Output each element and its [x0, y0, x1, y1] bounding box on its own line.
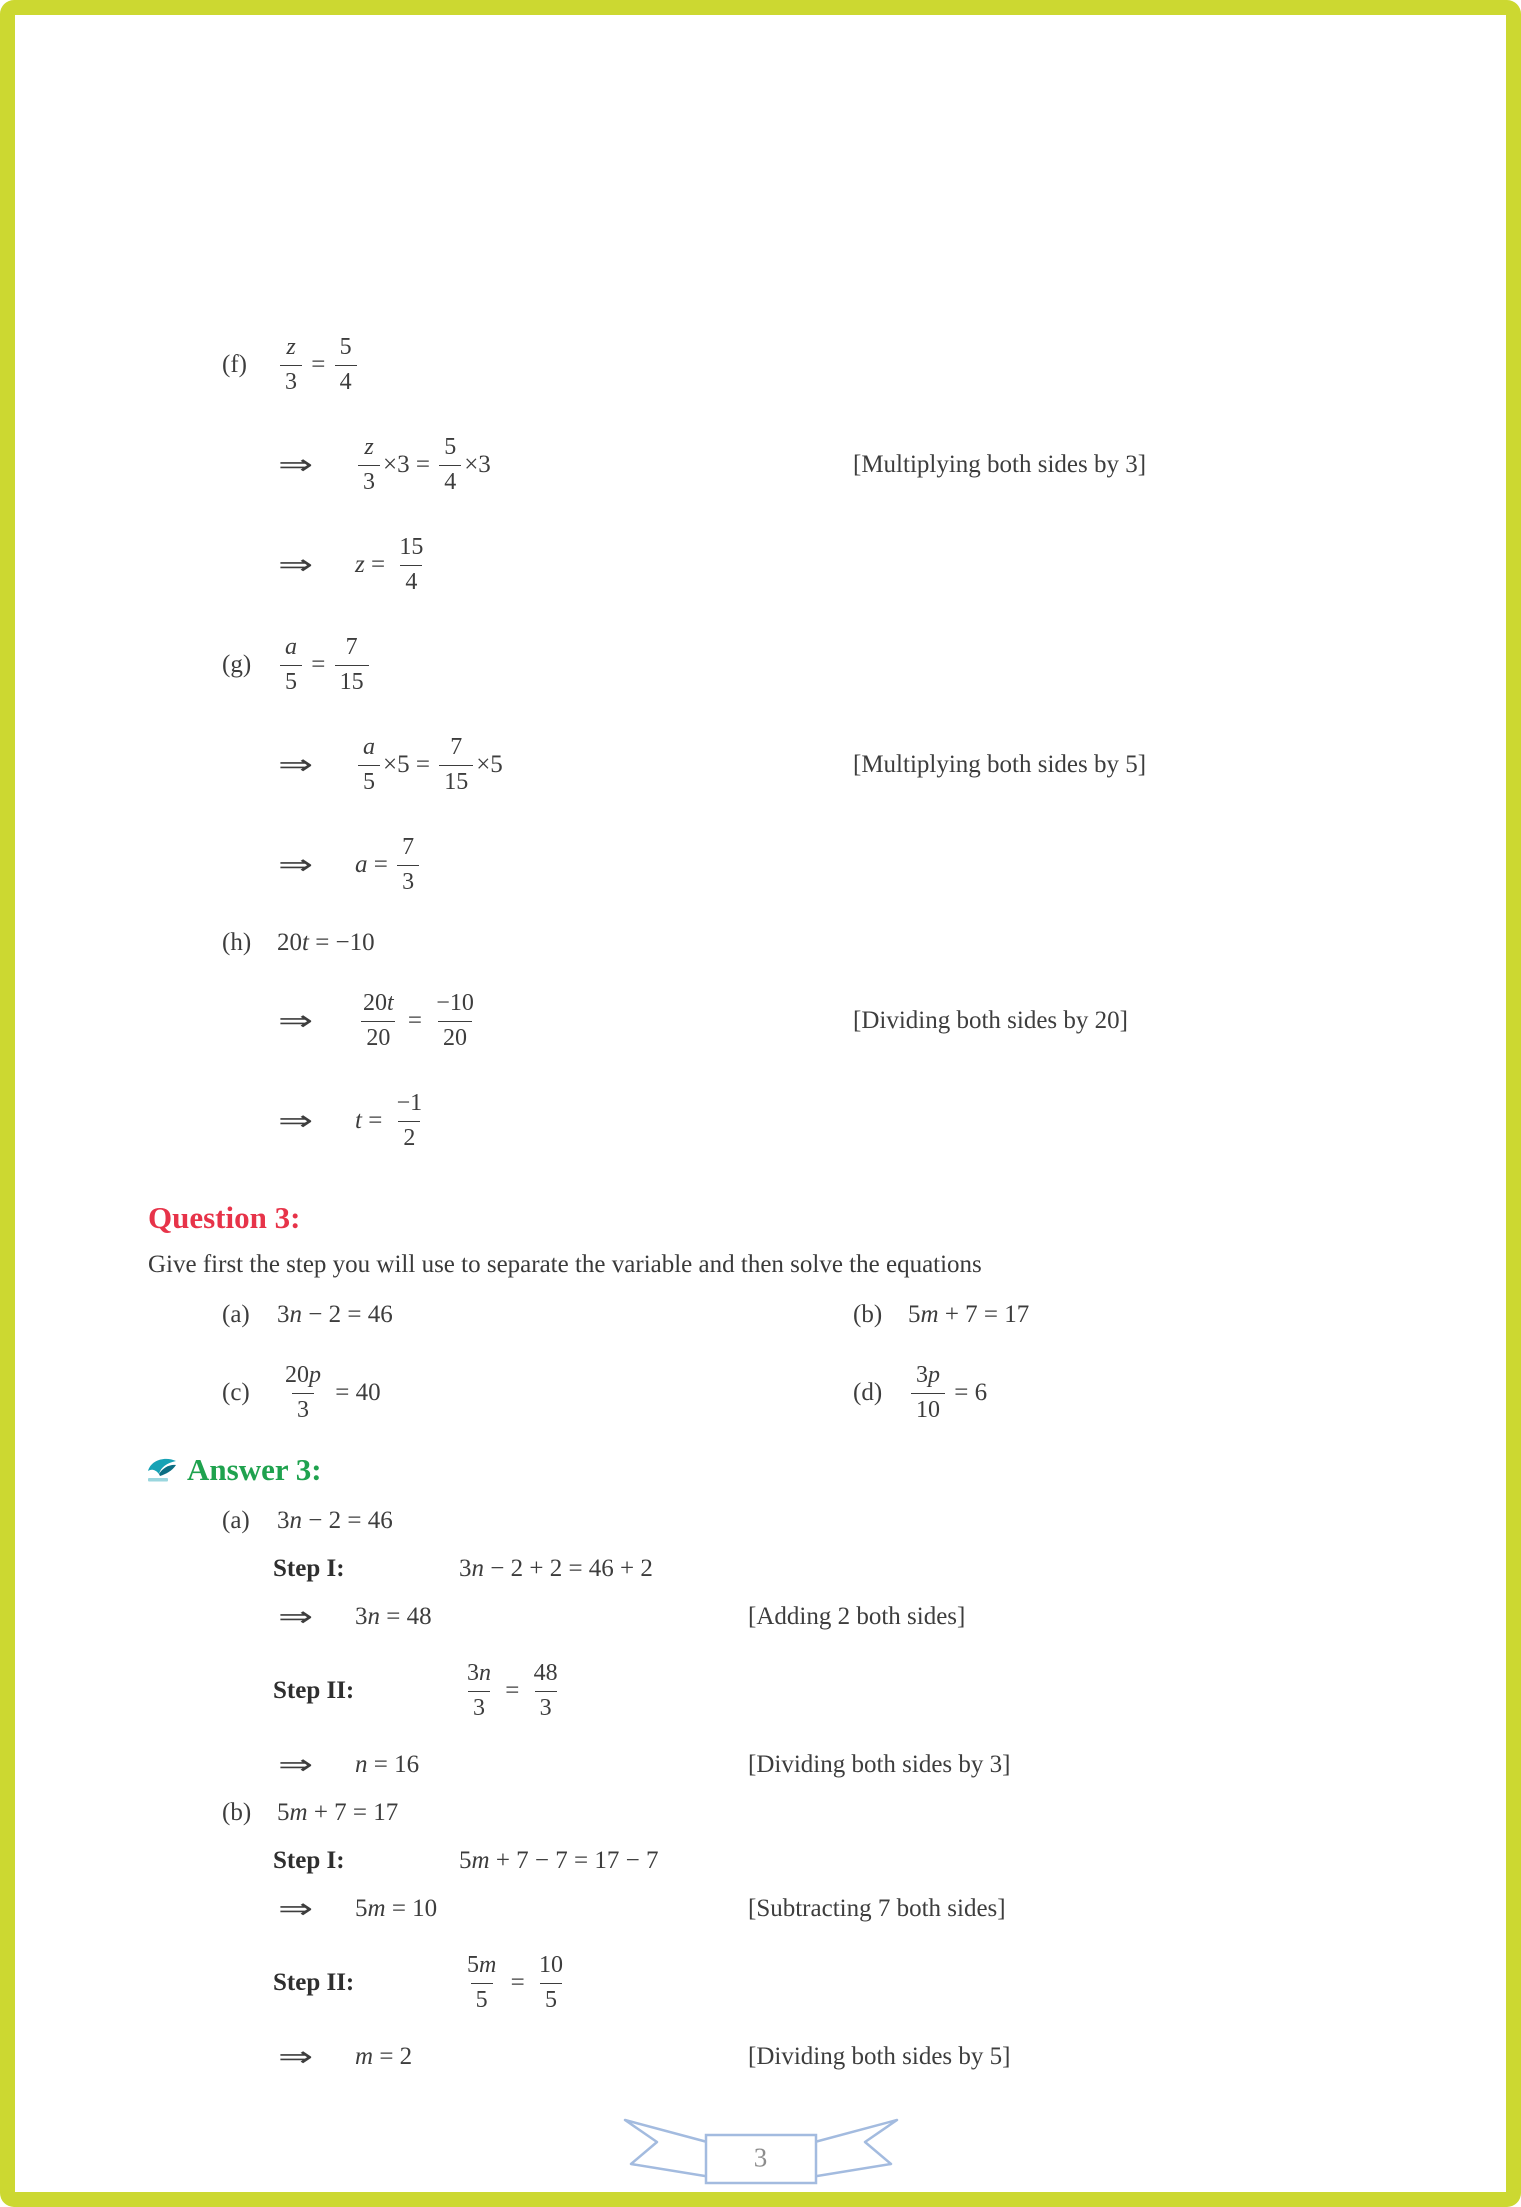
math-fraction: [358, 990, 399, 1051]
equation-line: [15, 1071, 1506, 1171]
question-items-row: [15, 1343, 1506, 1443]
math-text: − 2 + 2 = 46 + 2: [484, 1555, 653, 1582]
justification-note: [Multiplying both sides by 5]: [853, 751, 1147, 778]
math-variable: a: [355, 851, 368, 878]
implies-arrow-glyph: ⇒: [278, 1750, 314, 1781]
math-expression: [908, 1362, 987, 1423]
math-variable: m: [289, 1799, 308, 1826]
step-line: [15, 1641, 1506, 1741]
math-text: =: [364, 551, 392, 578]
math-text: = 10: [385, 1895, 438, 1922]
math-variable: t: [302, 929, 309, 956]
math-text: 4: [339, 368, 352, 395]
justification-note: [Adding 2 both sides]: [748, 1603, 966, 1630]
math-text: −10: [436, 990, 474, 1017]
math-variable: n: [367, 1603, 380, 1630]
math-fraction: [335, 634, 369, 695]
math-text: 15: [399, 534, 424, 561]
math-fraction: [280, 334, 302, 395]
math-fraction: [439, 734, 473, 795]
equation-line: [15, 315, 1506, 415]
math-expression: [355, 734, 503, 795]
math-variable: p: [309, 1362, 321, 1389]
math-expression: [355, 834, 422, 895]
math-text: 5: [363, 768, 375, 795]
math-text: 20: [285, 1362, 309, 1389]
fraction-numerator: [358, 734, 380, 764]
fraction-denominator: [468, 1691, 490, 1722]
page-number-ribbon: [611, 2115, 911, 2195]
math-text: 3: [916, 1362, 928, 1389]
math-expression: [355, 2043, 412, 2071]
math-expression: [277, 334, 360, 395]
fraction-denominator: [361, 1021, 395, 1052]
math-text: 3: [297, 1396, 309, 1423]
math-text: −1: [396, 1090, 423, 1117]
math-expression: [277, 929, 375, 957]
math-text: 7: [402, 834, 415, 861]
math-text: 7: [450, 734, 463, 761]
math-expression: [277, 1362, 381, 1423]
math-text: + 7 = 17: [938, 1301, 1030, 1328]
equation-line: [15, 515, 1506, 615]
fraction-numerator: [341, 634, 363, 664]
part-label: (b): [222, 1799, 252, 1826]
math-text: 3: [363, 468, 375, 495]
math-expression: [355, 534, 431, 595]
part-label: (f): [222, 351, 247, 378]
fraction-denominator: [398, 1121, 420, 1152]
math-text: 10: [538, 1952, 563, 1979]
fraction-denominator: [911, 1393, 945, 1424]
justification-note: [Dividing both sides by 20]: [853, 1007, 1128, 1034]
math-variable: z: [364, 434, 374, 461]
part-label: (a): [222, 1301, 250, 1328]
math-variable: m: [479, 1952, 497, 1979]
math-text: 5: [277, 1799, 290, 1826]
brand-logo-icon: [145, 1455, 179, 1485]
math-text: = 2: [373, 2043, 413, 2070]
math-text: 5: [339, 334, 352, 361]
math-fraction: [431, 990, 479, 1051]
fraction-numerator: [358, 990, 399, 1020]
implies-arrow: [278, 1004, 355, 1038]
math-text: + 7 − 7 = 17 − 7: [489, 1847, 659, 1874]
math-text: =: [305, 651, 332, 678]
math-text: 5: [459, 1847, 472, 1874]
math-variable: a: [285, 634, 297, 661]
fraction-numerator: [911, 1362, 945, 1392]
math-text: 3: [539, 1694, 552, 1721]
implies-arrow-glyph: ⇒: [278, 450, 314, 481]
fraction-denominator: [540, 1983, 562, 2014]
fraction-denominator: [471, 1983, 493, 2014]
math-expression: [459, 1660, 566, 1721]
math-text: 15: [339, 668, 364, 695]
math-text: 3: [402, 868, 415, 895]
part-label: (c): [222, 1379, 250, 1406]
equation-line: [15, 415, 1506, 515]
math-expression: [277, 634, 372, 695]
math-text: = −10: [308, 929, 375, 956]
equation-line: [15, 615, 1506, 715]
math-text: 20: [363, 990, 387, 1017]
equation-line: [15, 1593, 1506, 1641]
math-text: ×3 =: [383, 451, 437, 478]
math-expression: [459, 1847, 658, 1875]
math-variable: a: [363, 734, 375, 761]
fraction-numerator: [529, 1660, 563, 1690]
fraction-numerator: [280, 1362, 326, 1392]
math-fraction: [911, 1362, 945, 1423]
section-spacer: [15, 1171, 1506, 1193]
math-expression: [277, 1301, 393, 1329]
math-text: 20: [443, 1024, 468, 1051]
math-text: 5: [444, 434, 457, 461]
math-expression: [277, 1799, 398, 1827]
step-line: [15, 1933, 1506, 2033]
fraction-denominator: [535, 1691, 557, 1722]
part-label: (g): [222, 651, 252, 678]
math-text: 10: [916, 1396, 940, 1423]
implies-arrow: [278, 1600, 355, 1634]
math-fraction: [462, 1660, 496, 1721]
implies-arrow: [278, 848, 355, 882]
math-expression: [908, 1301, 1029, 1329]
math-fraction: [394, 534, 428, 595]
part-label: (a): [222, 1507, 250, 1534]
math-text: =: [361, 1107, 389, 1134]
math-variable: m: [355, 2043, 374, 2070]
implies-arrow: [278, 1748, 355, 1782]
math-variable: m: [920, 1301, 939, 1328]
math-text: 3: [277, 1507, 290, 1534]
math-text: 15: [444, 768, 469, 795]
math-text: − 2 = 46: [302, 1507, 393, 1534]
implies-arrow-glyph: ⇒: [278, 2042, 314, 2073]
question-items-row: [15, 1287, 1506, 1343]
math-text: ×5: [476, 751, 503, 778]
math-variable: m: [367, 1895, 386, 1922]
math-text: = 48: [380, 1603, 432, 1630]
page-content: [15, 15, 1506, 2195]
fraction-numerator: [445, 734, 467, 764]
math-variable: m: [471, 1847, 490, 1874]
math-text: 3: [473, 1694, 485, 1721]
part-label: (d): [853, 1379, 883, 1406]
math-variable: p: [928, 1362, 940, 1389]
equation-line: [15, 1789, 1506, 1837]
implies-arrow-glyph: ⇒: [278, 1894, 314, 1925]
equation-line: [15, 915, 1506, 971]
math-text: 5: [908, 1301, 921, 1328]
fraction-numerator: [335, 334, 357, 364]
math-variable: n: [471, 1555, 484, 1582]
fraction-numerator: [392, 1090, 428, 1120]
fraction-denominator: [335, 365, 357, 396]
implies-arrow: [278, 448, 355, 482]
fraction-denominator: [438, 1021, 472, 1052]
math-text: + 7 = 17: [307, 1799, 399, 1826]
math-text: = 16: [367, 1751, 420, 1778]
step-label: Step I:: [273, 1847, 345, 1874]
fraction-denominator: [439, 765, 473, 796]
math-text: 3: [355, 1603, 368, 1630]
math-variable: t: [355, 1107, 362, 1134]
math-text: 4: [444, 468, 457, 495]
implies-arrow-glyph: ⇒: [278, 1602, 314, 1633]
implies-arrow-glyph: ⇒: [278, 550, 314, 581]
math-fraction: [397, 834, 419, 895]
page-number: 3: [753, 2142, 768, 2173]
math-text: 3: [467, 1660, 479, 1687]
math-text: ×5 =: [383, 751, 437, 778]
math-text: 3: [459, 1555, 472, 1582]
math-variable: n: [355, 1751, 368, 1778]
math-fraction: [392, 1090, 428, 1151]
question-heading: Question 3:: [148, 1200, 301, 1235]
question-item-second-column: [853, 1362, 987, 1423]
equation-line: [15, 1741, 1506, 1789]
part-label: (h): [222, 929, 252, 956]
fraction-denominator: [400, 565, 422, 596]
implies-arrow-glyph: ⇒: [278, 1006, 314, 1037]
math-variable: n: [289, 1301, 302, 1328]
fraction-denominator: [358, 465, 380, 496]
implies-arrow: [278, 748, 355, 782]
question-item-second-column: [853, 1301, 1029, 1329]
step-label: Step II:: [273, 1677, 355, 1704]
math-expression: [355, 434, 491, 495]
math-text: 5: [285, 668, 297, 695]
math-text: 5: [467, 1952, 479, 1979]
answer-heading: Answer 3:: [187, 1452, 322, 1487]
equation-line: [15, 715, 1506, 815]
fraction-numerator: [439, 434, 461, 464]
fraction-denominator: [358, 765, 380, 796]
math-text: =: [367, 851, 395, 878]
fraction-denominator: [280, 665, 302, 696]
math-text: − 2 = 46: [302, 1301, 393, 1328]
math-fraction: [462, 1952, 501, 2013]
math-fraction: [358, 434, 380, 495]
implies-arrow: [278, 1892, 355, 1926]
fraction-numerator: [394, 534, 428, 564]
part-label: (b): [853, 1301, 883, 1328]
step-label: Step II:: [273, 1969, 355, 1996]
math-text: 20: [277, 929, 302, 956]
implies-arrow: [278, 548, 355, 582]
fraction-numerator: [397, 834, 419, 864]
implies-arrow-glyph: ⇒: [278, 850, 314, 881]
implies-arrow: [278, 2040, 355, 2074]
math-expression: [459, 1555, 653, 1583]
math-variable: t: [387, 990, 394, 1017]
equation-line: [15, 815, 1506, 915]
fraction-denominator: [397, 865, 419, 896]
math-expression: [277, 1507, 393, 1535]
answer-heading-row: [145, 1443, 1506, 1497]
step-line: [15, 1837, 1506, 1885]
implies-arrow: [278, 1104, 355, 1138]
math-fraction: [280, 634, 302, 695]
math-variable: n: [479, 1660, 491, 1687]
fraction-numerator: [281, 334, 300, 364]
equation-line: [15, 971, 1506, 1071]
fraction-denominator: [292, 1393, 314, 1424]
fraction-denominator: [335, 665, 369, 696]
fraction-numerator: [462, 1952, 501, 1982]
equation-line: [15, 2033, 1506, 2081]
math-text: 7: [345, 634, 358, 661]
math-text: 2: [403, 1124, 416, 1151]
fraction-numerator: [534, 1952, 568, 1982]
step-label: Step I:: [273, 1555, 345, 1582]
math-expression: [355, 1090, 430, 1151]
math-expression: [355, 1751, 419, 1779]
math-expression: [459, 1952, 571, 2013]
fraction-numerator: [359, 434, 378, 464]
math-fraction: [439, 434, 461, 495]
equation-line: [15, 1497, 1506, 1545]
math-text: 20: [366, 1024, 391, 1051]
justification-note: [Subtracting 7 both sides]: [748, 1895, 1006, 1922]
implies-arrow-glyph: ⇒: [278, 750, 314, 781]
math-expression: [355, 990, 482, 1051]
math-text: 5: [355, 1895, 368, 1922]
fraction-denominator: [280, 365, 302, 396]
step-line: [15, 1545, 1506, 1593]
math-text: =: [401, 1007, 429, 1034]
fraction-numerator: [462, 1660, 496, 1690]
fraction-numerator: [431, 990, 479, 1020]
math-expression: [355, 1895, 437, 1923]
math-text: =: [305, 351, 332, 378]
math-text: 3: [285, 368, 297, 395]
equation-line: [15, 1885, 1506, 1933]
math-fraction: [534, 1952, 568, 2013]
math-text: 48: [533, 1660, 558, 1687]
implies-arrow-glyph: ⇒: [278, 1106, 314, 1137]
math-text: = 6: [948, 1379, 988, 1406]
math-variable: z: [286, 334, 296, 361]
math-text: =: [499, 1677, 526, 1704]
math-fraction: [529, 1660, 563, 1721]
question-prompt: Give first the step you will use to separate the variable and then solve the equations: [148, 1251, 982, 1278]
math-text: 4: [405, 568, 418, 595]
math-fraction: [358, 734, 380, 795]
fraction-denominator: [439, 465, 461, 496]
math-fraction: [335, 334, 357, 395]
math-text: = 40: [329, 1379, 381, 1406]
math-variable: n: [289, 1507, 302, 1534]
justification-note: [Dividing both sides by 3]: [748, 1751, 1011, 1778]
math-variable: z: [355, 551, 365, 578]
justification-note: [Dividing both sides by 5]: [748, 2043, 1011, 2070]
math-text: ×3: [464, 451, 491, 478]
math-text: 5: [475, 1986, 488, 2013]
fraction-numerator: [280, 634, 302, 664]
math-text: =: [504, 1969, 531, 1996]
math-text: 5: [544, 1986, 557, 2013]
math-fraction: [280, 1362, 326, 1423]
math-expression: [355, 1603, 432, 1631]
math-text: 3: [277, 1301, 290, 1328]
justification-note: [Multiplying both sides by 3]: [853, 451, 1147, 478]
